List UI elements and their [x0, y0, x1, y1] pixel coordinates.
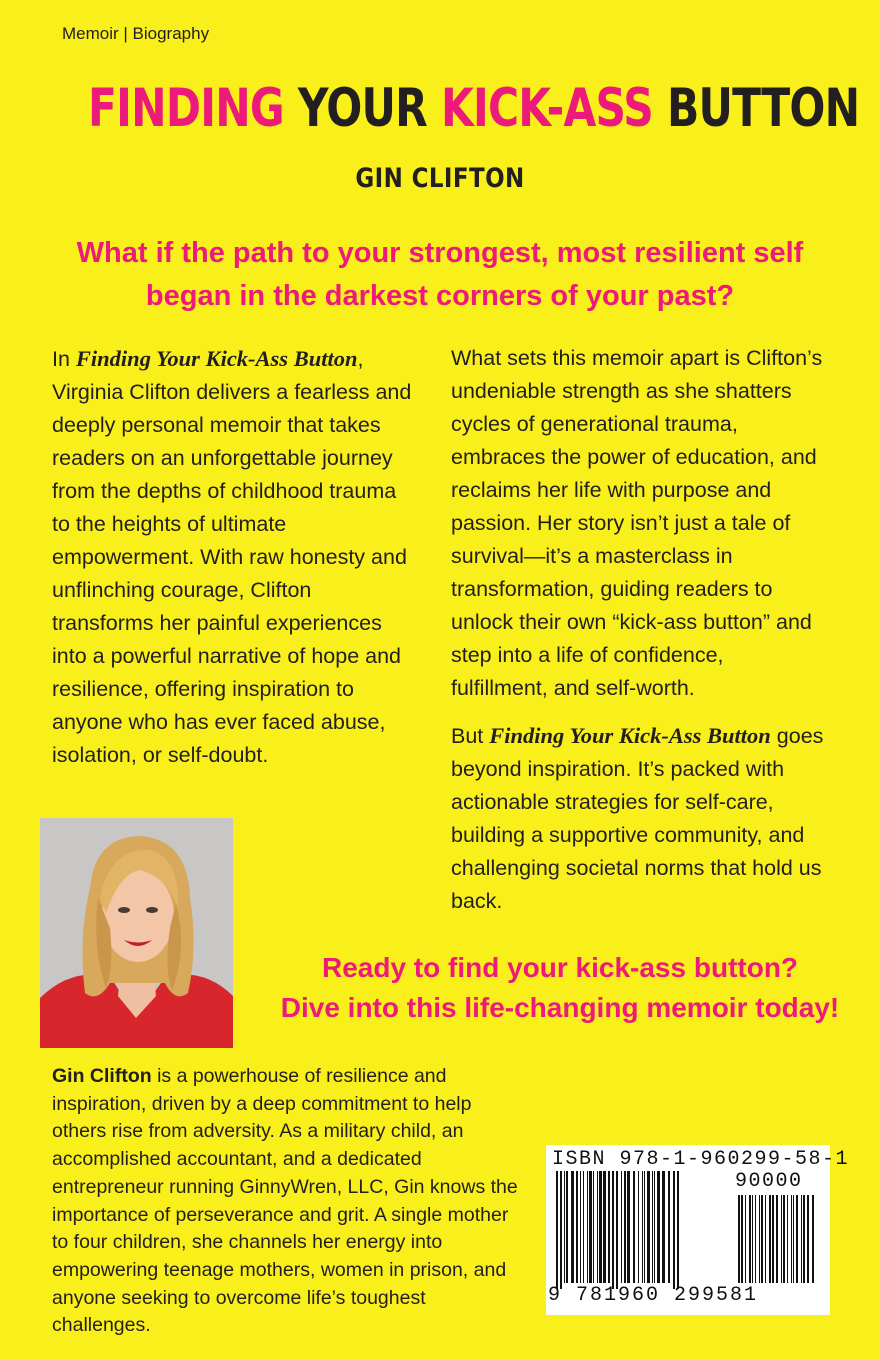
barcode-bar: [776, 1195, 778, 1283]
text-run: In: [52, 347, 76, 371]
barcode-bar: [745, 1195, 746, 1283]
barcode-bar: [781, 1195, 782, 1283]
barcode-bar: [576, 1171, 578, 1283]
barcode-bar: [580, 1171, 581, 1283]
barcode-bar: [793, 1195, 794, 1283]
cta-line-1: Ready to find your kick-ass button?: [321, 952, 799, 983]
description-left-column: [52, 342, 412, 772]
barcode-bar: [652, 1171, 653, 1283]
barcode-bar: [677, 1171, 679, 1289]
barcode-bar: [621, 1171, 622, 1283]
barcode-bar: [566, 1171, 568, 1283]
description-paragraph-2: [451, 719, 826, 918]
barcode-bar: [772, 1195, 774, 1283]
barcode-bar: [560, 1171, 562, 1289]
barcode-bar: [583, 1171, 584, 1283]
barcode-bar: [654, 1171, 655, 1283]
barcode-bar: [603, 1171, 606, 1283]
barcode-bar: [741, 1195, 743, 1283]
barcode-bar: [642, 1171, 643, 1283]
barcode-bar: [759, 1195, 760, 1283]
barcode-bar: [673, 1171, 675, 1289]
barcode-bar: [571, 1171, 574, 1283]
hook-line-2: began in the darkest corners of your past?: [145, 280, 735, 312]
barcode-bar: [812, 1195, 814, 1283]
barcode-bar: [593, 1171, 594, 1283]
barcode-bar: [644, 1171, 645, 1283]
barcode-bar: [801, 1195, 802, 1283]
text-run: , Virginia Clifton delivers a fearless and deeply personal memoir that takes readers on an unforgettable journey from the depths of childhood trauma to the heights of ultimate empowerment. With raw honesty and unflinching courage, Clifton transforms her painful experiences into a powerful narrative of hope and resilience, offering inspiration to anyone who has ever faced abuse, isolation, or self-doubt.: [52, 347, 412, 767]
barcode-bar: [791, 1195, 792, 1283]
barcode-bar: [587, 1171, 588, 1283]
genre-label: Memoir | Biography: [62, 24, 210, 43]
barcode-bar: [761, 1195, 763, 1283]
barcode-bar: [765, 1195, 766, 1283]
barcode-bar: [752, 1195, 753, 1283]
isbn-number: ISBN 978-1-960299-58-1: [552, 1148, 850, 1171]
book-title-italic: Finding Your Kick-Ass Button: [489, 723, 771, 748]
barcode-bar: [627, 1171, 630, 1283]
barcode-bar: [608, 1171, 610, 1283]
barcode-bar: [597, 1171, 598, 1283]
author-photo: [40, 818, 233, 1048]
barcode-bar: [612, 1171, 614, 1289]
call-to-action: [240, 948, 880, 1028]
barcode-bar: [662, 1171, 665, 1283]
ean-digits: 9 781960 299581: [548, 1284, 759, 1307]
hook-question: [20, 232, 860, 318]
author-portrait-image: [40, 818, 233, 1048]
barcode-bar: [738, 1195, 740, 1283]
bio-text: is a powerhouse of resilience and inspiration, driven by a deep commitment to help others rise from adversity. As a military child, an accomplished accountant, and a dedicated entrepreneur running GinnyWren, LLC, Gin knows the importance of perseverance and grit. A single mother to four children, she channels her energy into empowering teenage mothers, women in prison, and anyone seeking to overcome life’s toughest challenges.: [52, 1065, 518, 1337]
description-paragraph-1: What sets this memoir apart is Clifton’s undeniable strength as she shatters cycles of generational trauma, embraces the power of education, and reclaims her life with purpose and passion. Her story isn’t just a tale of survival—it’s a masterclass in transformation, guiding readers to unlock their own “kick-ass button” and step into a life of confidence, fulfillment, and self-worth.: [451, 346, 823, 700]
bio-author-name: Gin Clifton: [52, 1065, 152, 1087]
cta-line-2: Dive into this life-changing memoir today!: [280, 992, 840, 1023]
barcode-bar: [755, 1195, 756, 1283]
barcode-bar: [769, 1195, 771, 1283]
barcode-bar: [783, 1195, 785, 1283]
barcode-bar: [668, 1171, 670, 1283]
book-title: [88, 78, 860, 139]
barcode-bar: [564, 1171, 565, 1283]
title-word-button: BUTTON: [667, 78, 860, 139]
barcode-bar: [638, 1171, 639, 1283]
barcode-bar: [589, 1171, 592, 1283]
author-name: GIN CLIFTON: [355, 163, 525, 194]
hook-line-1: What if the path to your strongest, most resilient self: [76, 237, 804, 269]
barcode-bar: [657, 1171, 660, 1283]
barcode-bar: [556, 1171, 558, 1289]
text-run: goes beyond inspiration. It’s packed with actionable strategies for self-care, building a supportive community, and challenging societal norms that hold us back.: [451, 724, 824, 913]
barcode-bar: [633, 1171, 635, 1283]
text-run: But: [451, 724, 490, 748]
title-word-finding: FINDING: [88, 78, 284, 139]
barcode-bar: [787, 1195, 788, 1283]
description-paragraph: [52, 342, 412, 772]
author-bio: [52, 1063, 527, 1340]
barcode-bar: [624, 1171, 626, 1283]
barcode-bar: [796, 1195, 798, 1283]
title-word-your: YOUR: [297, 78, 427, 139]
barcode-bar: [807, 1195, 809, 1283]
barcode-bar: [616, 1171, 618, 1289]
barcode-bar: [647, 1171, 650, 1283]
description-right-column: [451, 342, 826, 932]
price-code: 90000: [735, 1170, 803, 1193]
barcode-bar: [599, 1171, 602, 1283]
barcode-bar: [803, 1195, 805, 1283]
title-word-kick-ass: KICK-ASS: [440, 78, 654, 139]
book-title-italic: Finding Your Kick-Ass Button: [75, 346, 358, 371]
barcode-bar: [749, 1195, 751, 1283]
